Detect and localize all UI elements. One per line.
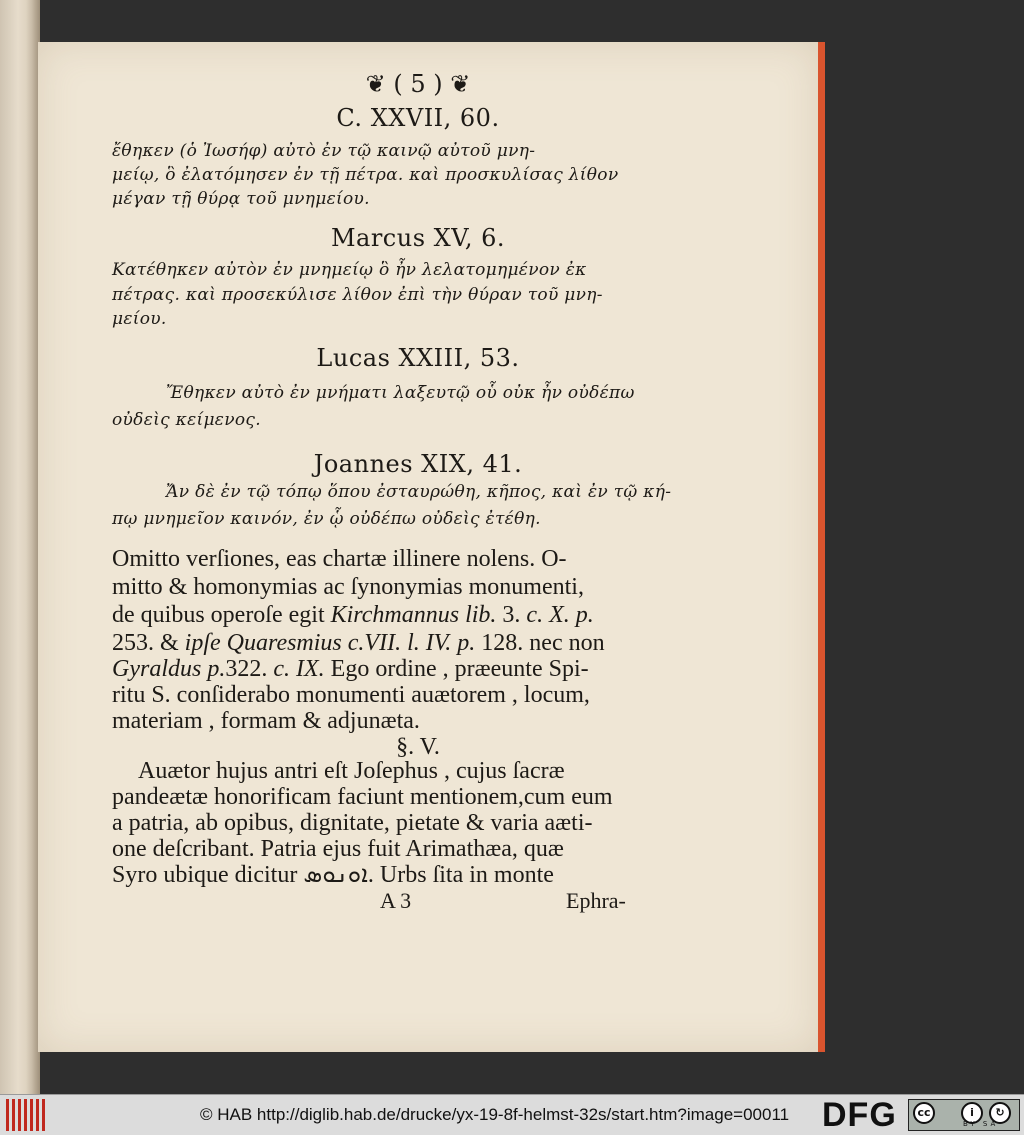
license-label: BY SA bbox=[963, 1120, 999, 1128]
greek-line: μέγαν τῇ θύρᾳ τοῦ μνημείου. bbox=[112, 189, 370, 209]
latin-line: pandeætæ honorificam faciunt mentionem,cum eum bbox=[112, 784, 613, 810]
greek-line: μείου. bbox=[112, 309, 167, 329]
latin-line: 253. & ipſe Quaresmius c.VII. l. IV. p. 128. nec non bbox=[112, 630, 605, 656]
latin-line: ritu S. conſiderabo monumenti auætorem , locum, bbox=[112, 682, 590, 708]
greek-line: οὐδεὶς κείμενος. bbox=[112, 410, 261, 430]
section-heading-joannes: Joannes XIX, 41. bbox=[313, 450, 523, 478]
signature-mark: A 3 bbox=[380, 888, 412, 913]
sa-icon: ↻ bbox=[989, 1102, 1011, 1124]
latin-line: Gyraldus p.322. c. IX. Ego ordine , præeunte Spi- bbox=[112, 656, 589, 682]
latin-line: one deſcribant. Patria ejus fuit Arimathæa, quæ bbox=[112, 836, 564, 862]
section-heading-lucas: Lucas XXIII, 53. bbox=[316, 344, 520, 372]
dfg-logo[interactable]: DFG bbox=[822, 1096, 897, 1134]
section-mark: §. V. bbox=[396, 734, 440, 760]
latin-line: Syro ubique dicitur ܐܘܢܘܣ. Urbs ſita in monte bbox=[112, 862, 554, 888]
book-left-edge bbox=[0, 0, 40, 1094]
greek-line: Ἄν δὲ ἐν τῷ τόπῳ ὅπου ἐσταυρώθη, κῆπος, καὶ ἐν τῷ κή- bbox=[166, 482, 672, 502]
latin-line: mitto & homonymias ac ſynonymias monumenti, bbox=[112, 574, 584, 600]
latin-line: a patria, ab opibus, dignitate, pietate & varia aæti- bbox=[112, 810, 593, 836]
hab-logo-icon[interactable] bbox=[6, 1099, 48, 1131]
greek-line: ἔθηκεν (ὁ Ἰωσήφ) αὐτὸ ἐν τῷ καινῷ αὐτοῦ μνη- bbox=[112, 141, 536, 161]
page-number-header: ❦ ( 5 ) ❦ bbox=[365, 70, 471, 98]
latin-line: Omitto verſiones, eas chartæ illinere nolens. O- bbox=[112, 546, 567, 572]
section-heading-marcus: Marcus XV, 6. bbox=[330, 224, 506, 252]
by-icon: i bbox=[961, 1102, 983, 1124]
latin-line: de quibus operoſe egit Kirchmannus lib. 3. c. X. p. bbox=[112, 602, 594, 628]
greek-line: πῳ μνημεῖον καινόν, ἐν ᾧ οὐδέπω οὐδεὶς ἐτέθη. bbox=[112, 509, 541, 529]
catchword: Ephra- bbox=[566, 888, 626, 913]
source-url-link[interactable]: © HAB http://diglib.hab.de/drucke/yx-19-8f-helmst-32s/start.htm?image=00011 bbox=[200, 1105, 790, 1124]
section-heading-matthew: C. XXVII, 60. bbox=[336, 104, 500, 132]
latin-line: materiam , formam & adjunæta. bbox=[112, 708, 420, 734]
greek-line: Ἔθηκεν αὐτὸ ἐν μνήματι λαξευτῷ οὗ οὐκ ἦν οὐδέπω bbox=[166, 383, 635, 403]
greek-line: Κατέθηκεν αὐτὸν ἐν μνημείῳ ὃ ἦν λελατομημένον ἐκ bbox=[112, 260, 587, 280]
cc-icon: cc bbox=[913, 1102, 935, 1124]
latin-line: Auætor hujus antri eſt Joſephus , cujus ſacræ bbox=[138, 758, 565, 784]
greek-line: μείῳ, ὃ ἐλατόμησεν ἐν τῇ πέτρα. καὶ προσκυλίσας λίθον bbox=[112, 165, 619, 185]
cc-license-badge[interactable] bbox=[908, 1099, 1020, 1131]
page-red-edge bbox=[818, 42, 825, 1052]
greek-line: πέτρας. καὶ προσεκύλισε λίθον ἐπὶ τὴν θύραν τοῦ μνη- bbox=[112, 285, 603, 305]
viewer-footer bbox=[0, 1094, 1024, 1135]
